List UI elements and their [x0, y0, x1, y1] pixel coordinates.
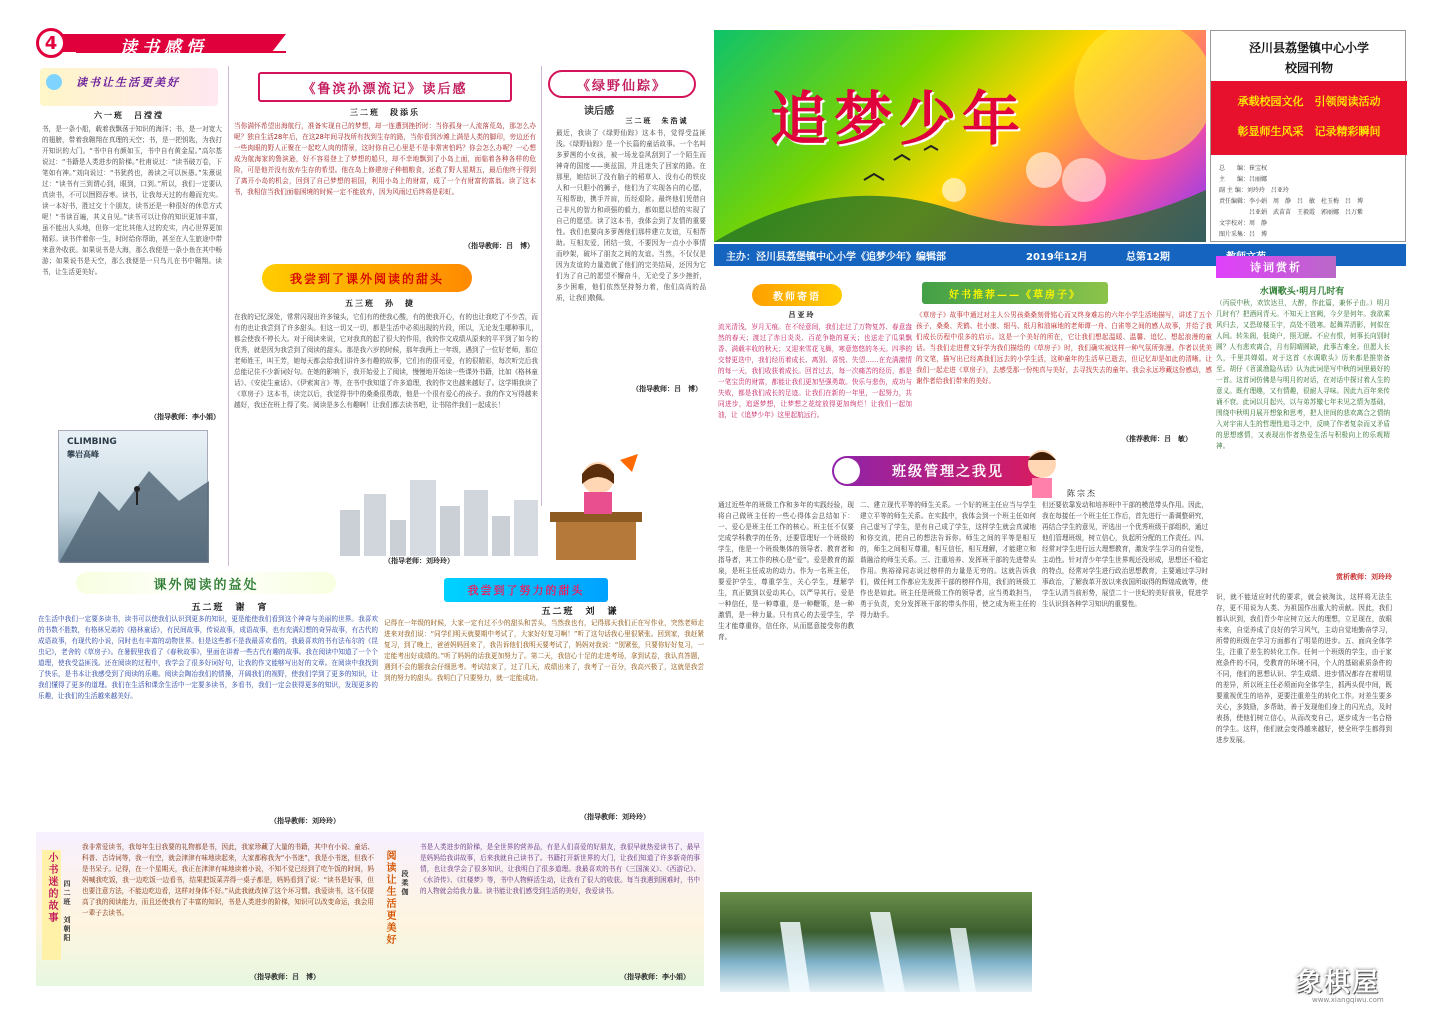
- col2b-title-box: [262, 264, 472, 292]
- bottom-left-author: 五二班 谢 宵: [191, 603, 269, 613]
- staff-line: 责任编辑：李小娟 周 静 吕 敏 杜玉梅 吕 博: [1219, 198, 1364, 205]
- masthead-info-box: [1210, 30, 1406, 242]
- climber-silhouette: [59, 431, 209, 563]
- watermark-url: www.xiangqiwu.com: [1312, 996, 1384, 1004]
- col-c-title: 诗词赏析: [1250, 261, 1302, 274]
- strip-vertical-author-right: 段柔伽: [401, 870, 409, 897]
- strip-teacher-right: （指导教师：李小娟）: [620, 973, 690, 981]
- waterfall-photo: [720, 892, 1032, 992]
- bottom-left-title-box: [76, 572, 336, 594]
- article-col-2: 二、建立现代平等的师生关系。一个好的班主任应当与学生建立平等的师生关系。在实践中，我体会到一个班主任如何自己虚写了学生，是有自己成了学生，这样学生就会真诚地和你交流，把自己的想法告诉你。师生之间的平等是相互的，师生之间相互尊重，相互信任，相互理解，才能建立和谐融洽的师生关系。三、注重培养、发挥班干部的先进带头作用。焦裕禄同志说过榜样的力量是无穷的。这就告诉我们，做任何工作都应先发挥干部的榜样作用，我们的班级工作也是如此。班主任是班级工作的领导者，应当勇敢担当，勇于负责，充分发挥班干部的带头作用，使之成为班主任的得力助手。: [860, 501, 1036, 619]
- bottom-mid-author: 五二班 刘 谦: [541, 607, 619, 617]
- info-issue: 总第12期: [1126, 251, 1170, 263]
- col2-title-box: [258, 72, 512, 102]
- col1-title-box: [40, 68, 218, 106]
- slogan-line-1: 承载校园文化 引领阅读活动: [1237, 95, 1381, 108]
- section-title: 读书感悟: [120, 38, 208, 58]
- col2-body: 当你满怀希望出海航行，准备实现自己的梦想，却一连遭到挫折时：当你孤身一人流落荒岛，那怎么办呢？独自生活28年后，在这28年间寻找所有找到生存的路，当你看到沙滩上满是人类的脚印，旁边还有一些肉眼的野人正聚在一起吃人肉的情景，这时你自己心里是不是非常害怕吗？你会怎么办呢？一心想成为航海家的鲁滨逊，好不容易登上了梦想的船只，却不幸地飘到了小岛上面，面临着各种各样的危险，可是他并没有放弃生存的希望。他在岛上修建房子种植粮食，还救了野人星期五，最后他终于得到了离开小岛的机会，回到了自己梦想的祖国，利用小岛上的财富，成了一个有财富的富翁。读了这本书，我相信当我们面临困境的时候一定不能放弃，因为风雨过后终将是彩虹。: [234, 122, 536, 196]
- col2b-teacher: （指导老师：刘玲玲）: [384, 557, 454, 565]
- left-page: [0, 0, 712, 1015]
- col-c-title-box: [1216, 256, 1336, 278]
- poster-en-text: CLIMBING: [67, 437, 117, 447]
- staff-line: 总 编：崔宝权: [1219, 165, 1268, 172]
- bottom-left-body: 在生活中我们一定要多读书，读书可以使我们认识到更多的知识，更是能使我们看到这个神奇与美丽的世界。我喜欢的书数不胜数，有格林兄弟的《格林童话》，有民间故事，传说故事，成语故事，也有充满幻想的奇异故事，有古代的成语故事，有现代的小说，同时也有丰富的动物世界。但是这些都不是我最喜欢看的，我最喜欢的书有法布尔的《昆虫记》，老舍的《草房子》。在暑假里我看了《春秋故事》，里面在讲着一些古代有趣的故事。我在阅读中知道了一个个道理，使我受益匪浅。还在阅读的过程中，我学会了很多好词好句，让我的作文能够写出好的文章。在阅读中我找到了快乐，是书本让我感受到了阅读的乐趣。阅读会陶冶我们的情操，开阔我们的视野，使我们学到了更多的知识，让我们懂得了更多的道理。我们在生活和课余生活中一定要多读书，多看书，我们一定会获得更多的知识，发现更多的乐趣，让我们的生活越来越美好。: [38, 615, 378, 700]
- page-number: 4: [36, 28, 66, 58]
- col1-title: 读书让生活更美好: [76, 76, 180, 89]
- school-name: 泾川县荔堡镇中心小学: [1248, 41, 1369, 55]
- poster-cn-text: 攀岩高峰: [67, 450, 99, 459]
- col2-teacher: （指导教师：吕 博）: [464, 242, 534, 250]
- staff-line: 主 编：吕丽娜: [1219, 176, 1268, 183]
- col-c-body: （丙辰中秋，欢饮达旦，大醉，作此篇，兼怀子由。）明月几时有？把酒问青天。不知天上宫阙，今夕是何年。我欲乘风归去，又恐琼楼玉宇，高处不胜寒。起舞弄清影，何似在人间。转朱阁，低绮户，照无眠。不应有恨，何事长向别时圆？人有悲欢离合，月有阴晴圆缺，此事古难全。但愿人长久，千里共婵娟。对于这首《水调歌头》历来都是推崇备至。胡仔《苕溪渔隐丛话》认为此词是写中秋的词里最好的一首。这首词仿佛是与明月的对话，在对话中探讨着人生的意义。既有理趣，又有情趣，很耐人寻味。因此九百年来传诵不衰。此词以月起兴，以与弟苏辙七年未见之情为基础，围绕中秋明月展开想象和思考，把人世间的悲欢离合之情纳入对宇宙人生的哲理性追寻之中，反映了作者复杂而又矛盾的思想感情，又表现出作者热爱生活与积极向上的乐观精神。: [1216, 299, 1390, 450]
- col-c-teacher: 赏析教师：刘玲玲: [1336, 573, 1392, 581]
- col-a-title-box: [752, 284, 842, 306]
- bottom-left-teacher: （指导教师：刘玲玲）: [270, 817, 340, 825]
- col-b-title-box: [922, 282, 1108, 304]
- col2-author: 三二班 段添乐: [350, 108, 420, 117]
- article-author: 陈宗杰: [1067, 489, 1097, 498]
- col1-body: 书，是一条小船，载着我飘荡于知识的海洋；书，是一对宽大的翅膀，带着我翱翔在真理的天空；书，是一把钥匙，为我打开知识的大门。“书中自有颜如玉，书中自有黄金屋。”高尔基说过：“书籍是人类进步的阶梯。”杜甫说过：“读书破万卷，下笔如有神。”刘向说过：“书犹药也，善读之可以医愚。”朱熹说过：“读书有三到谓心到，眼到，口到。”所以，我们一定要认真读书，不可以囫囵吞枣。读书，让我每天过的有趣而充实。读一本好书，胜过交十个朋友，读书还是一种很好的休息方式呢！“书读百遍，其义自见。”读书可以让你的知识更加丰富，虽不能出人头地，但你一定比其他人过的充实，内心世界更加精彩。读书伴着你一生，时时给你帮助，甚至在人生旅途中带来意外收获。如果说书是大海，那么我便是一条小鱼在其中畅游；如果说书是天空，那么我便是一只鸟儿在书中翱翔。读书，让生活更美好。: [42, 125, 222, 276]
- col2b-title: 我尝到了课外阅读的甜头: [289, 271, 444, 286]
- staff-list: [1219, 163, 1403, 240]
- reading-girl-cartoon: [546, 450, 646, 560]
- column-rule: [541, 66, 542, 506]
- city-skyline-image: [330, 470, 560, 556]
- poem-title: 水调歌头·明月几时有: [1259, 287, 1345, 297]
- strip-body-left: 我非常爱读书，我每年生日我要的礼物都是书，因此，我家珍藏了大量的书籍，其中有小说、童话、科普、古诗词等，我一有空，就会津津有味地读起来，大家都称我为“小书迷”，我是小书迷，但我不是书呆子。记得，在一个星期天，我正在津津有味地读着小说，不知不觉已经到了吃午饭的时间，妈妈喊我吃饭，我一边吃饭一边看书，结果把饭菜弄得一桌子都是，妈妈看到了说：“读书是好事，但也要注意方法，不能边吃边看，这样对身体不好。”从此我就改掉了这个坏习惯。我爱读书，这不仅提高了我的阅读能力，而且还使我有了丰富的知识，书是人类进步的阶梯，知识可以改变命运，我会用一辈子去读书。: [82, 843, 374, 917]
- climbing-poster: [58, 430, 208, 562]
- col3-teacher: （指导教师：吕 博）: [632, 385, 702, 393]
- col3-author: 三二班 朱浩诚: [625, 117, 689, 125]
- bottom-mid-teacher: （指导教师：刘玲玲）: [580, 813, 650, 821]
- article-col-3: 但还要依靠发动和培养班中干部的模范带头作用。因此，我在每接任一个班主任工作后，首先进行一番调整研究，再结合学生的意见，评选出一个优秀班级干部组织，通过他们管理班级，树立信心，负起所分配的工作责任。四、经常对学生进行远大理想教育，激发学生学习的自觉性，主动性。针对青少年学生世界观还没形成，思想还不稳定的特点，经常对学生进行政治思想教育，主要通过学习时事政治，了解我革开放以来我国所取得的辉煌成就等，使学生认清当前形势，展望二十一世纪的美好前景，促进学生认识到各种学习知识的重要性。: [1042, 501, 1208, 608]
- article-title-dot: [834, 458, 860, 484]
- col3-subtitle: 读后感: [584, 106, 614, 117]
- col-a-author: 吕亚玲: [788, 311, 816, 319]
- col3-body: 最近，我读了《绿野仙踪》这本书，觉得受益匪浅。《绿野仙踪》是一个长篇的童话故事。一个名叫多萝茜的小女孩，被一场龙卷风刮到了一个陌生而神奇的国度——奥兹国，并且迷失了回家的路。在那里，她结识了没有脑子的稻草人、没有心的铁皮人和一只胆小的狮子，他们为了实现各自的心愿，互相帮助，携手并肩，历经艰险。最终他们凭借自己非凡的智力和顽强的毅力，都如愿以偿的实现了自己的愿望。读了这本书，我体会到了友情的重要性。我们也要向多萝茜他们那样建立友谊，互相帮助。互相友爱，团结一致，不要因为一点小小事情而吵架，破坏了朋友之间的友谊。当然，不仅仅是因为友谊的力量造就了他们的完美结局，还因为它们为了自己的愿望不懈奋斗，无论受了多少挫折，多少困难，他们依然坚持努力着，他们高尚的品质，让我们敬佩。: [556, 129, 706, 302]
- bottom-left-title: 课外阅读的益处: [153, 577, 259, 593]
- strip-body-right: 书是人类进步的阶梯，是全世界的营养品，有是人们喜爱的好朋友，我很早就热爱读书了，最早是妈妈给我讲故事，后来我就自己读书了。书籍打开新世界的大门，让我们知道了许多新奇的事情，也让我学会了很多知识，让我明白了很多道理。我最喜欢的书有《三国演义》、《西游记》、《水浒传》、《红楼梦》等，书中人物鲜活生动，让我有了很大的收获。每当我遇到困难时，书中的人物就会给我力量。读书能让我们感受到生活的美好，我爱读书。: [420, 843, 700, 895]
- bottom-mid-body: 记得在一年级的时候，大家一定有过不少的甜头和苦头，当然我也有，记得那天我们正在写作业，突然老师走进来对我们说：“同学们明天就要期中考试了，大家好好复习啊！”听了这句话我心里很紧张。回到家，我赶紧复习，到了晚上，爸爸妈妈回来了，我告诉他们我明天要考试了，妈妈对我说：“别紧张，只要你好好复习，一定能考出好成绩的。”听了妈妈的话我更加努力了。第二天，我信心十足的走进考场，拿到试卷，我认真答题，遇到不会的题我会仔细思考。考试结束了，过了几天，成绩出来了，我考了一百分，我高兴极了，这就是我尝到的努力的甜头。我明白了只要努力，就一定能成功。: [384, 619, 704, 682]
- publication-type: 校园刊物: [1284, 61, 1333, 75]
- strip-vertical-title-right: 阅读让生活更美好: [384, 850, 395, 946]
- col3-title: 《绿野仙踪》: [576, 78, 667, 94]
- page-header: [36, 30, 296, 56]
- bottom-mid-title: 我尝到了努力的甜头: [467, 584, 585, 597]
- slogan-line-2: 彰显师生风采 记录精彩瞬间: [1237, 125, 1381, 138]
- col-b-body: 《草房子》故事中通过对主人公男孩桑桑刻骨铭心而又终身难忘的六年小学生活地描写，讲述了五个孩子，桑桑、秃鹤、杜小康、细马、纸月和油麻地的老师谭一舟、白雀等之间的感人故事，并给了我们成长历程中很多的启示。这是一个美好的所在，它让我们想起温暖、温馨、追忆、想起浪漫的童话。当我们走进曹文轩学为我们描绘的《草房子》时，我们确实被这样一种气氛所弥漫。作者以优美的文笔，描写出已经离我们远去的小学生活，这种童年的生活早已逝去，但记忆却是如此的清晰。让我们一起走进《草房子》，去感受那一份纯真与美好，去寻找失去的童年。我会永远珍藏这份感动，感谢作者给我们带来的美好。: [916, 311, 1212, 385]
- right-page: [712, 0, 1440, 1015]
- col2-title: 《鲁滨孙漂流记》读后感: [302, 81, 468, 97]
- staff-line: 副 主 编：刘玲玲 吕亚玲: [1219, 187, 1289, 194]
- info-date: 2019年12月: [1026, 251, 1088, 263]
- strip-vertical-title-left: 小书迷的故事: [42, 850, 61, 960]
- column-rule: [228, 66, 229, 566]
- watermark-logo: 象棋屋: [1296, 968, 1381, 998]
- col-b-title: 好书推荐——《草房子》: [949, 289, 1081, 301]
- col1-author: 六一班 吕滢滢: [94, 111, 164, 120]
- masthead-title: 追梦少年: [770, 85, 1027, 153]
- article-col-1: 通过近些年的班级工作和多年的实践经验，现将自己做班主任的一些心得体会总结如下：一、爱心是班主任工作的核心。班主任不仅要完成学科教学的任务，还要管理好一个班级的学生，他是一个班级集体的领导者、教育者和指导者，其工作的核心是“爱”。爱是教育的源泉，是班主任成功的动力。作为一名班主任，要爱护学生，尊重学生，关心学生，理解学生，真正做到以爱动其心，以严导其行。爱是一种信任，是一种尊重，是一种鞭策，是一种激情，是一种力量。只有真心的去爱学生，学生才能尊重你，信任你，从而愿意接受你的教育。: [718, 501, 854, 641]
- col2b-author: 五三班 孙 捷: [345, 299, 415, 308]
- staff-line: 吕亚娟 武苗苗 王毅霞 郭丽娜 吕万紫: [1219, 209, 1364, 216]
- staff-line: 图片采集：吕 博: [1219, 231, 1268, 238]
- bottom-mid-title-box: [444, 578, 608, 602]
- article-title: 班级管理之我见: [892, 464, 1004, 480]
- col-a-body: 流光清浅，岁月无痕。在不经意间，我们走过了万物复苏、春意盎然的春天；渡过了赤日炎炎、百花争艳的夏天；也送走了瓜果飘香、满载丰收的秋天；又迎来雪花飞舞，寒意悠悠的冬天。四季的交替更迭中，我们经历着成长、离别、喜悦、失望……在充满激情的每一天，我们收获着成长。回首过去，每一次痛苦的经历，都是一笔宝贵的财富，都能让我们更加坚强勇敢。快乐与悲伤，成功与失败，都是我们成长的足迹。让我们在新的一年里，一起努力，共同进步，追逐梦想，让梦想之花绽放得更加绚烂！让我们一起加油，让《追梦少年》这里起航远行。: [718, 323, 912, 419]
- col3-title-box: [548, 70, 696, 98]
- slogan-box: [1211, 81, 1407, 155]
- strip-teacher-left: （指导教师：吕 博）: [250, 973, 320, 981]
- article-title-box: [832, 456, 1042, 486]
- col2b-body: 在我的记忆深处，常常闪现出许多镜头，它们有的使我心酸，有的使我开心，有的也让我吃了不少苦，而有的也让我尝到了许多甜头。但这一切又一切，都是生活中必须出现的片段，所以，无论发生哪种事儿，都会使我不停长大。对于阅读来说，它对我真的起了很大的作用，我的作文成绩从原来的平平到了如今的优秀，就是因为我尝到了阅读的甜头。那是我六岁的时候，那年我两上一年级，遇到了一位好老师，那位老师姓王，叫王芳，她每天都会给我们讲许多有趣的故事，它们有的很可爱，有的很精彩，每次听完后我总能记住不少新词好句。在她的影响下，我开始爱上了阅读，慢慢地开始读一些课外书籍，比如《格林童话》、《安徒生童话》、《伊索寓言》等，在书中我知道了许多道理，我的作文也越来越好了。这学期我读了《草房子》这本书，读完以后，我觉得书中的桑桑很勇敢，他是一个很有爱心的孩子。我的作文写得越来越好，我还在班上得了奖。阅读是多么有趣啊！让我们都去读书吧，让书陪伴我们一起成长！: [234, 313, 538, 409]
- col1-teacher: （指导教师：李小娟）: [150, 413, 220, 421]
- col-a-title: 教师寄语: [773, 291, 821, 303]
- col-b-teacher: （推荐教师：吕 敏）: [1122, 435, 1192, 443]
- strip-vertical-author-left: 四二班 刘朝阳: [63, 880, 71, 943]
- staff-line: 文字校对：周 静: [1219, 220, 1268, 227]
- article-col-4: 识，就不能适应时代的要求，就会被淘汰，这样将无法生存，更不用说为人类、为祖国作出重大的贡献。因此，我们都认识到，我们青少年应树立远大的理想，立足现在，放眼未来，自觉养成了良好的学习风气，主动自觉地勤奋学习，所带的班级在学习方面都有了明显的进步。五、面向全体学生，注重了差生的转化工作。任何一个班级的学生，由于家庭条件的不同，受教育的环境不同，个人的基础素质条件的不同，他们的思想认识、学生成绩、进步情况都存在着明显的差异，所以班主任必须面向全体学生，抓两头促中间，既要重视优生的培养，更要注重差生的转化工作。对差生要多关心，多鼓励，多帮助，善于发现他们身上的闪光点，及时表扬，使他们树立信心，从而改变自己，逐步成为一名合格的学生。这样，他们就会变得越来越好，使全班学生都得到进步发展。: [1216, 593, 1392, 744]
- info-sponsor: 主办：泾川县荔堡镇中心小学《追梦少年》编辑部: [726, 251, 946, 263]
- masthead-banner: [714, 30, 1206, 242]
